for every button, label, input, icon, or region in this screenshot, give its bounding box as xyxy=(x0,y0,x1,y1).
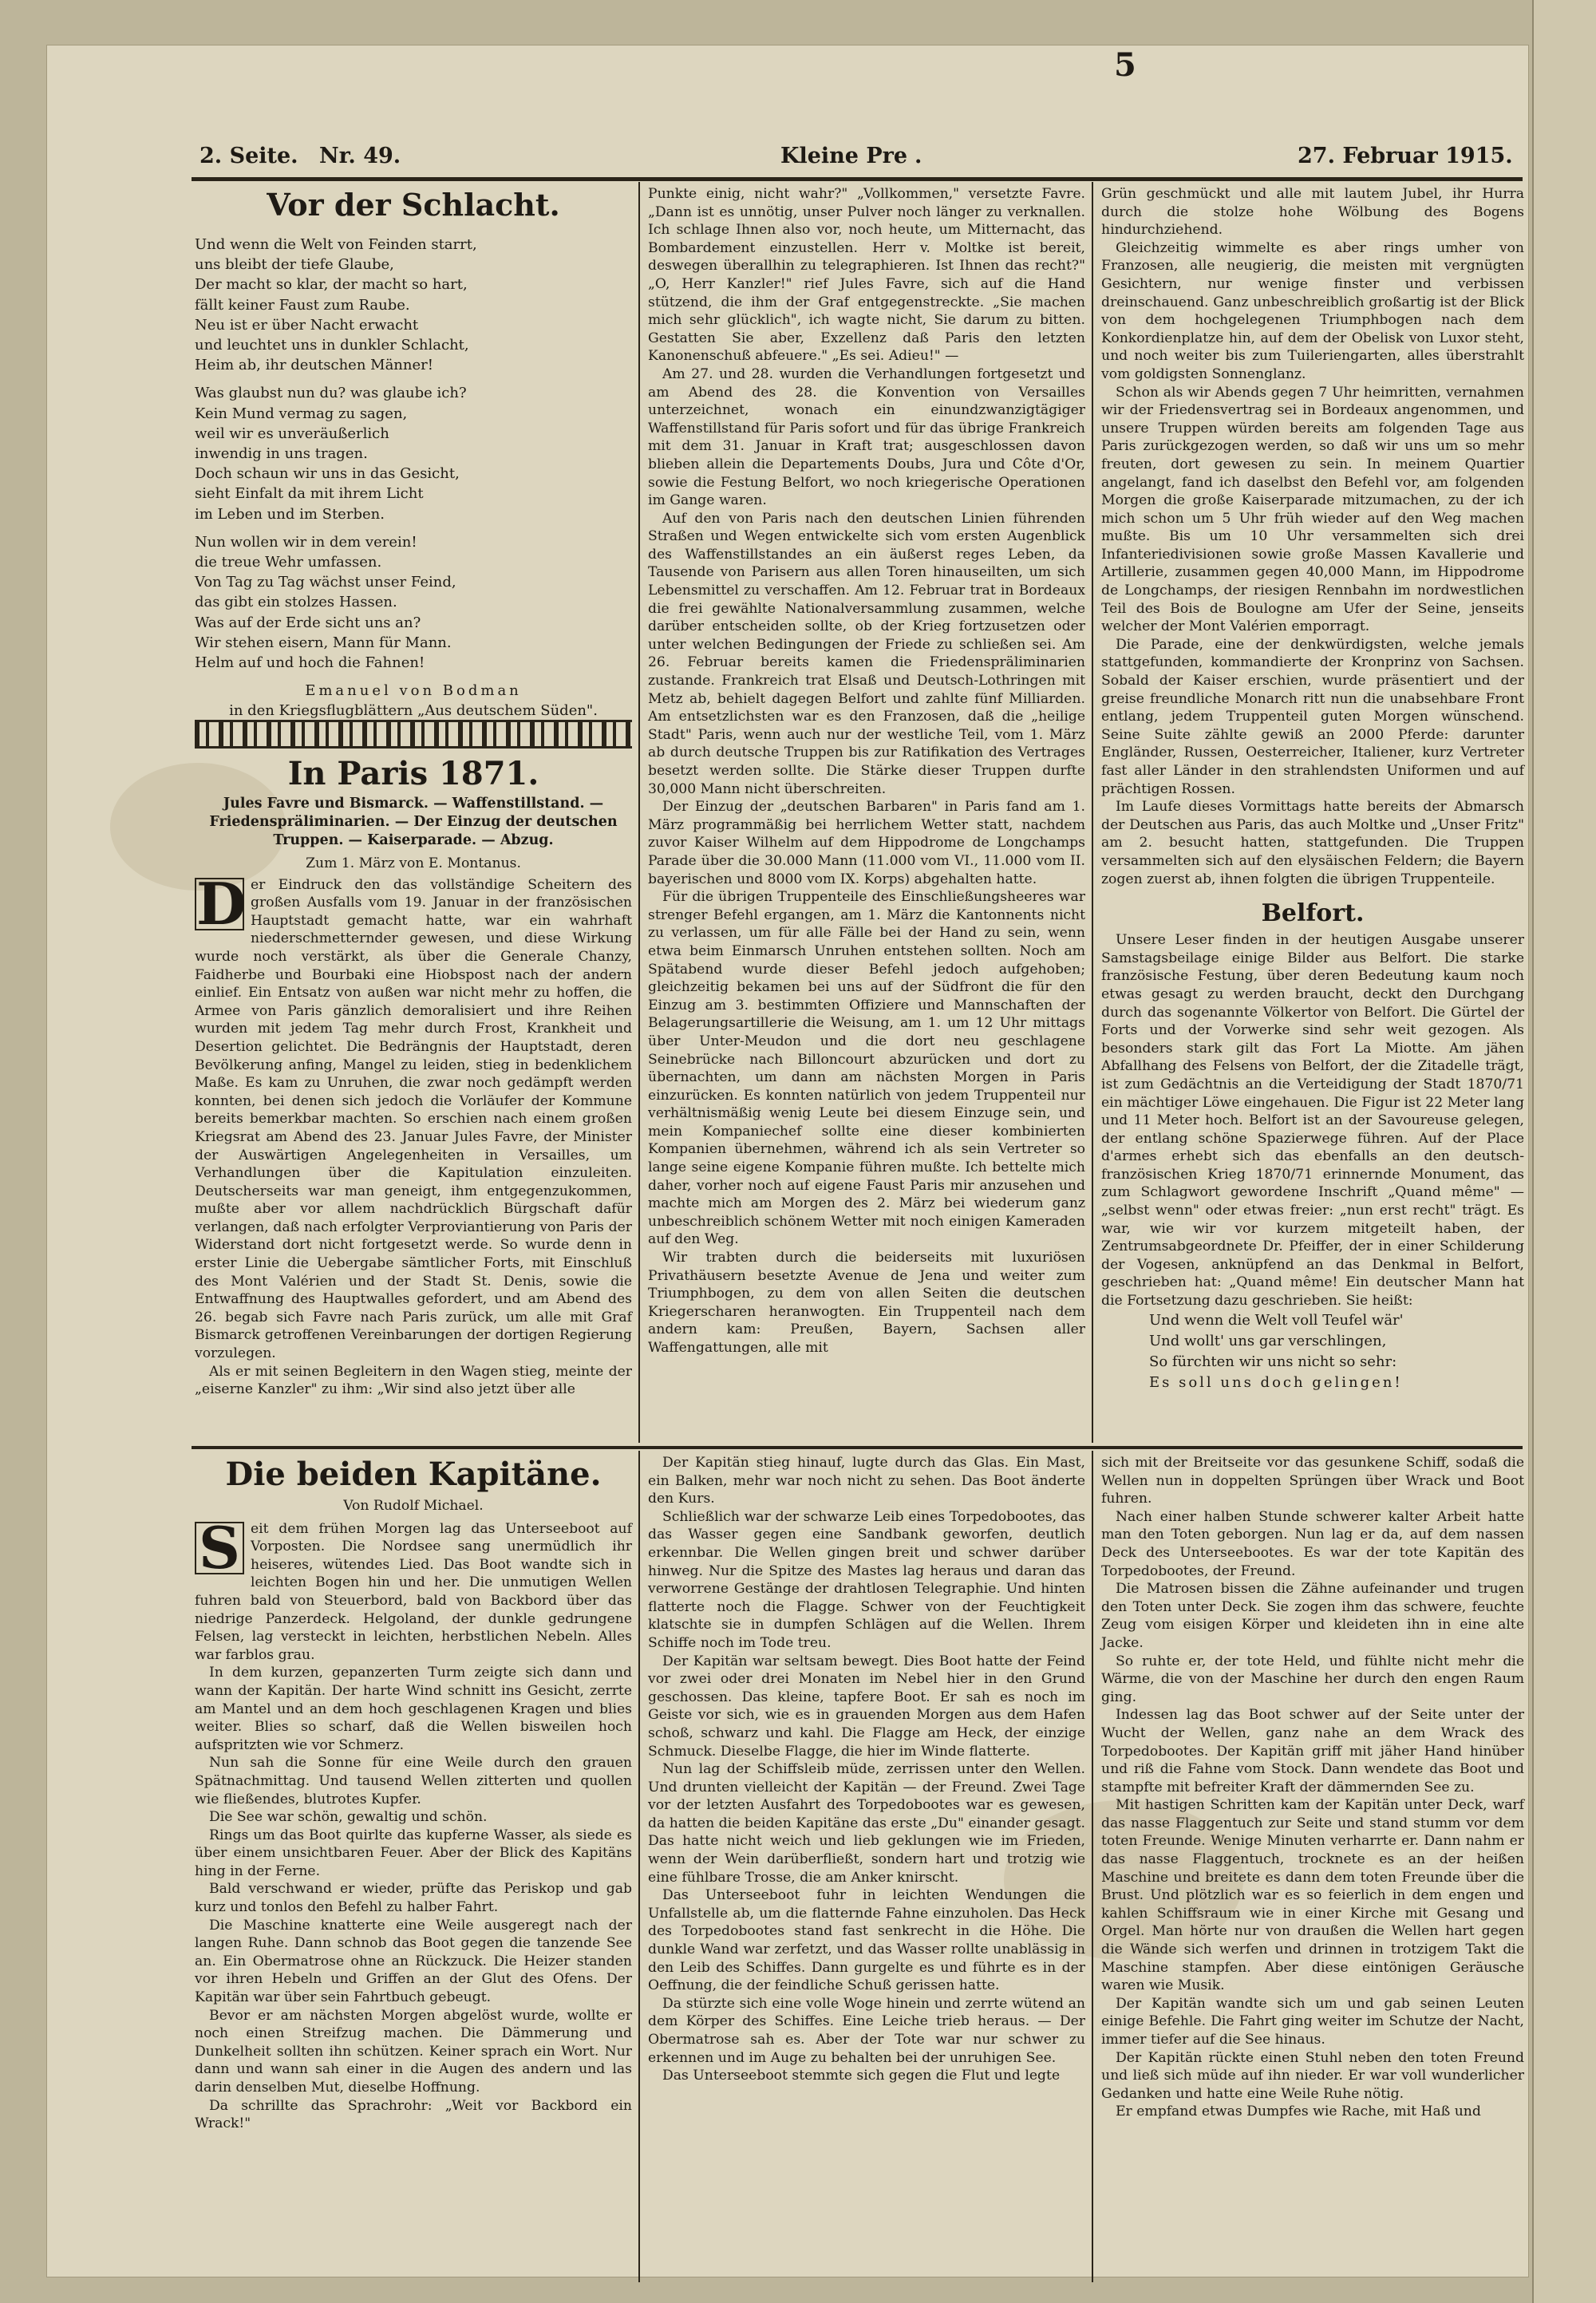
paragraph: Der Kapitän rückte einen Stuhl neben den toten Freund und ließ sich müde auf ihn nieder. Er war voll wunderlicher Gedanken und hatte eine Weile Ruhe nötig. xyxy=(1101,2049,1524,2102)
poem-line: Kein Mund vermag zu sagen, xyxy=(195,405,408,422)
section-rule xyxy=(192,1446,1523,1449)
paris-subtitle: Jules Favre und Bismarck. — Waffenstillstand. — Friedenspräliminarien. — Der Einzug der deutschen Truppen. — Kaiserparade. — Abzug. xyxy=(209,796,618,848)
poem-stanza xyxy=(195,532,632,673)
poem-line: weil wir es unveräußerlich xyxy=(195,425,389,442)
paris-byline: Zum 1. März von E. Montanus. xyxy=(306,855,521,871)
poem-line: und leuchtet uns in dunkler Schlacht, xyxy=(195,337,469,354)
paragraph: Punkte einig, nicht wahr?" „Vollkommen," versetzte Favre. „Dann ist es unnötig, unser Pulver noch länger zu verknallen. Ich schlage Ihnen also vor, noch heute, um Mitternacht, das Bombardement einzustellen. Herr v. Moltke ist bereit, deswegen überallhin zu telegraphieren. Ist Ihnen das recht?" „O, Herr Kanzler!" rief Jules Favre, sich auf die Hand stützend, die ihm der Graf entgegenstreckte. „Sie machen mich sehr glücklich", ich wagte nicht, Sie darum zu bitten. Gestatten Sie aber, Exzellenz daß Paris den letzten Kanonenschuß abfeuere." „Es sei. Adieu!" — xyxy=(648,186,1085,365)
paragraph: Nach einer halben Stunde schwerer kalter Arbeit hatte man den Toten geborgen. Nun lag er da, auf dem nassen Deck des Unterseebootes. Es war der tote Kapitän des Torpedobootes, der Freund. xyxy=(1101,1508,1524,1579)
paragraph: Die Parade, eine der denkwürdigsten, welche jemals stattgefunden, kommandierte der Kronprinz von Sachsen. Sobald der Kaiser erschien, wurde präsentiert und der greise freundliche Monarch ritt nun die unabsehbare Front entlang, jedem Truppenteil guten Morgen wünschend. Seine Suite zählte gewiß an 2000 Pferde: darunter Engländer, Russen, Oesterreicher, Italiener, kurz Vertreter fast aller Länder in den strahlendsten Uniformen und auf prächtigen Rossen. xyxy=(1101,636,1524,797)
paragraph: Das Unterseeboot stemmte sich gegen die Flut und legte xyxy=(662,2068,1061,2084)
poem-line: Doch schaun wir uns in das Gesicht, xyxy=(195,465,460,483)
corner-mark: 5 xyxy=(1114,46,1136,84)
paragraph: Das Unterseeboot fuhr in leichten Wendungen die Unfallstelle ab, um die flatternde Fahne einzuholen. Das Heck des Torpedobootes stand fast senkrecht in die Höhe. Die dunkle Wand war zerfetzt, und das Wasser rollte unablässig in den Leib des Schiffes. Dann gurgelte es und führte es in der Oeffnung, die der feindliche Schuß gerissen hatte. xyxy=(648,1887,1085,1994)
paragraph: Die Maschine knatterte eine Weile ausgeregt nach der langen Ruhe. Dann schnob das Boot gegen die tanzende See an. Ein Obermatrose ohne an Rückzuck. Die Heizer standen vor ihren Hebeln und Griffen an der Glut des Ofens. Der Kapitän war über sein Fahrtbuch gebeugt. xyxy=(195,1917,632,2006)
paragraph: Schon als wir Abends gegen 7 Uhr heimritten, vernahmen wir der Friedensvertrag sei in Bordeaux angenommen, und unsere Truppen würden bereits am folgenden Tage aus Paris zurückgezogen werden, so daß wir uns um so mehr freuten, dort gewesen zu sein. In meinem Quartier angelangt, fand ich daselbst den Befehl vor, am folgenden Morgen die große Kaiserparade mitzumachen, zu der ich mich schon um 5 Uhr früh wieder auf den Weg machen mußte. Bis um 10 Uhr versammelten sich drei Infanteriedivisionen sowie große Massen Kavallerie und Artillerie, zusammen gegen 40,000 Mann, im Hippodrome de Longchamps, der riesigen Rennbahn im nordwestlichen Teil des Bois de Boulogne am Ufer der Seine, jenseits welcher der Mont Valérien emporragt. xyxy=(1101,384,1524,635)
kapitaene-byline: Von Rudolf Michael. xyxy=(343,1498,484,1514)
belfort-title: Belfort. xyxy=(1261,899,1365,928)
belfort-closing-verse xyxy=(1149,1310,1524,1393)
column-rule xyxy=(1092,1451,1093,2282)
poem-stanza xyxy=(195,235,632,375)
kapitaene-col3 xyxy=(1101,1454,1524,2121)
poem-line: Wir stehen eisern, Mann für Mann. xyxy=(195,634,452,651)
kapitaene-col2 xyxy=(648,1454,1085,2085)
header-dot: . xyxy=(915,144,922,168)
verse-line: Und wollt' uns gar verschlingen, xyxy=(1149,1332,1387,1349)
paragraph: Nun lag der Schiffsleib müde, zerrissen unter den Wellen. Und drunten vielleicht der Kapitän — der Freund. Zwei Tage vor der letzten Ausfahrt des Torpedobootes war es gewesen, da hatten die beiden Kapitäne das erste „Du" einander gesagt. Das hatte nicht weich und lieb geklungen wie im Frieden, wenn der Wein darüberfließt, sondern hart und trotzig wie eine fühlbare Trosse, die am Anker knirscht. xyxy=(648,1761,1085,1886)
poem-author: Emanuel von Bodman xyxy=(305,682,522,700)
paragraph: Rings um das Boot quirlte das kupferne Wasser, als siede es über einem unsichtbaren Feuer. Aber der Blick des Kapitäns hing in der Ferne. xyxy=(195,1827,632,1879)
poem-line: sieht Einfalt da mit ihrem Licht xyxy=(195,485,424,503)
column-rule xyxy=(1092,182,1093,1443)
adjacent-page-edge xyxy=(1532,0,1596,2303)
poem-source: in den Kriegsflugblättern „Aus deutschem Süden". xyxy=(229,702,598,720)
poem-line: inwendig in uns tragen. xyxy=(195,445,368,463)
ornament-divider xyxy=(195,720,632,749)
verse-line: Es soll uns doch gelingen! xyxy=(1149,1373,1403,1391)
column-rule xyxy=(638,182,640,1443)
paragraph: Unsere Leser finden in der heutigen Ausgabe unserer Samstagsbeilage einige Bilder aus Belfort. Die starke französische Festung, über deren Bedeutung kaum noch etwas gesagt zu werden braucht, deckt den Durchgang durch das sogenannte Völkertor von Belfort. Die Gürtel der Forts und der Vorwerke sind sehr weit gezogen. Als besonders stark gilt das Fort La Miotte. Am jähen Abfallhang des Felsens von Belfort, der die Zitadelle trägt, ist zum Gedächtnis an die Verteidigung der Stadt 1870/71 ein mächtiger Löwe eingehauen. Die Figur ist 22 Meter lang und 11 Meter hoch. Belfort ist an der Savoureuse gelegen, der entlang schöne Spazierwege führen. Auf der Place d'armes erhebt sich das ebenfalls an den deutsch-französischen Krieg 1870/71 erinnernde Monument, das zum Schlagwort gewordene Inschrift „Quand même" — „selbst wenn" oder etwas freier: „nun erst recht" trägt. Es war, wie wir vor kurzem mitgeteilt haben, der Zentrumsabgeordnete Dr. Pfeiffer, der in einer Schilderung der Vogesen, anknüpfend an das Denkmal in Belfort, geschrieben hat: „Quand même! Ein deutscher Mann hat die Fortsetzung dazu geschrieben. Sie heißt: xyxy=(1101,932,1524,1310)
paragraph: Gleichzeitig wimmelte es aber rings umher von Franzosen, alle neugierig, die meisten mit vergnügten Gesichtern, nur wenige finster und verbissen dreinschauend. Ganz unbeschreiblich großartig ist der Blick von dem hochgelegenen Triumphbogen nach dem Konkordienplatze hin, auf dem der Obelisk von Luxor steht, und noch weiter bis zum Tuileriengarten, alles überstrahlt vom goldigsten Sonnenglanz. xyxy=(1101,239,1524,382)
paragraph: Grün geschmückt und alle mit lautem Jubel, ihr Hurra durch die stolze hohe Wölbung des Bogens hindurchziehend. xyxy=(1101,186,1524,239)
paragraph: Der Kapitän war seltsam bewegt. Dies Boot hatte der Feind vor zwei oder drei Monaten im Nebel hier in den Grund geschossen. Das kleine, tapfere Boot. Er sah es noch im Geiste vor sich, wie es in grauenden Morgen aus dem Hafen schoß, schwarz und kahl. Die Flagge am Heck, der einzige Schmuck. Dieselbe Flagge, die hier im Winde flatterte. xyxy=(648,1653,1085,1760)
paragraph: Am 27. und 28. wurden die Verhandlungen fortgesetzt und am Abend des 28. die Konvention von Versailles unterzeichnet, wonach ein einundzwanzigtägiger Waffenstillstand für Paris sofort und für das übrige Frankreich mit dem 31. Januar in Kraft trat; ausgeschlossen davon blieben allein die Departements Doubs, Jura und Côte d'Or, sowie die Festung Belfort, wo noch kriegerische Operationen im Gange waren. xyxy=(648,365,1085,509)
verse-line: Und wenn die Welt voll Teufel wär' xyxy=(1149,1311,1404,1329)
paragraph: Schließlich war der schwarze Leib eines Torpedobootes, das das Wasser gegen eine Sandbank geworfen, deutlich erkennbar. Die Wellen gingen breit und schwer darüber hinweg. Nur die Spitze des Mastes lag heraus und daran das verworrene Gestänge der drahtlosen Telegraphie. Und hinten flatterte noch die Flagge. Schwer von der Feuchtigkeit klatschte sie in dumpfen Schlägen auf die Wellen. Ihrem Schiffe noch im Tode treu. xyxy=(648,1508,1085,1651)
paragraph: Da schrillte das Sprachrohr: „Weit vor Backbord ein Wrack!" xyxy=(195,2097,632,2132)
poem-stanza xyxy=(195,383,632,523)
paragraph: Indessen lag das Boot schwer auf der Seite unter der Wucht der Wellen, ganz nahe an dem Wrack des Torpedobootes. Der Kapitän griff mit jäher Hand hinüber und riß die Fahne vom Stock. Dann wendete das Boot und stampfte mit befreiter Kraft der dämmernden See zu. xyxy=(1101,1707,1524,1795)
paragraph: er Eindruck den das vollständige Scheitern des großen Ausfalls vom 19. Januar in der französischen Hauptstadt gemacht hatte, war ein wahrhaft niederschmetternder gewesen, und diese Wirkung wurde noch verstärkt, als über die Generale Chanzy, Faidherbe und Bourbaki eine Hiobspost nach der andern einlief. Ein Entsatz von außen war nicht mehr zu hoffen, die Armee von Paris gänzlich demoralisiert und ihre Reihen wurden mit jedem Tag mehr durch Frost, Krankheit und Desertion gelichtet. Die Bedrängnis der Hauptstadt, deren Bevölkerung anfing, Mangel zu leiden, stieg in bedenklichem Maße. Es kam zu Unruhen, die zwar noch gedämpft werden konnten, bei denen sich jedoch die Vorläufer der Kommune bereits bemerkbar machten. So erschien nach einem großen Kriegsrat am Abend des 23. Januar Jules Favre, der Minister der Auswärtigen Angelegenheiten in Versailles, um Verhandlungen über die Kapitulation einzuleiten. Deutscherseits war man geneigt, ihm entgegenzukommen, mußte aber vor allem nachdrücklich Bürgschaft dafür verlangen, daß nach erfolgter Verproviantierung von Paris der Widerstand dort nicht fortgesetzt werde. So wurde denn in erster Linie die Uebergabe sämtlicher Forts, mit Einschluß des Mont Valérien und der Stadt St. Denis, sowie die Entwaffnung des Hauptwalles gefordert, und am Abend des 26. begab sich Favre nach Paris zurück, um alle mit Graf Bismarck getroffenen Vereinbarungen der dortigen Regierung vorzulegen. xyxy=(195,876,632,1362)
poem-line: Was auf der Erde sicht uns an? xyxy=(195,614,421,631)
kapitaene-col1 xyxy=(195,1454,632,2133)
poem-line: uns bleibt der tiefe Glaube, xyxy=(195,256,394,274)
paris-title: In Paris 1871. xyxy=(287,755,539,792)
paragraph: Die Matrosen bissen die Zähne aufeinander und trugen den Toten unter Deck. Sie zogen ihm das schwere, feuchte Zeug vom eisigen Körper und kleideten ihn in eine alte Jacke. xyxy=(1101,1581,1524,1651)
header-rule xyxy=(192,177,1523,181)
paragraph: Als er mit seinen Begleitern in den Wagen stieg, meinte der „eiserne Kanzler" zu ihm: „Wir sind also jetzt über alle xyxy=(195,1363,632,1398)
paragraph: sich mit der Breitseite vor das gesunkene Schiff, sodaß die Wellen nun in doppelten Sprüngen über Wrack und Boot fuhren. xyxy=(1101,1455,1524,1507)
poem-line: das gibt ein stolzes Hassen. xyxy=(195,594,397,611)
paris-dropcap: D xyxy=(196,869,247,938)
issue-date: 27. Februar 1915. xyxy=(1298,144,1513,168)
paris-article-col2 xyxy=(648,185,1085,1357)
poem-line: Von Tag zu Tag wächst unser Feind, xyxy=(195,574,456,591)
paragraph: Der Einzug der „deutschen Barbaren" in Paris fand am 1. März programmäßig bei herrlichem Wetter statt, nachdem zuvor Kaiser Wilhelm auf dem Hippodrome de Longchamps Parade über die 30.000 Mann (11.000 vom VI., 11.000 vom II. bayerischen und 8000 vom IX. Korps) abgehalten hatte. xyxy=(648,799,1085,887)
verse-line: So fürchten wir uns nicht so sehr: xyxy=(1149,1353,1397,1370)
paragraph: Die See war schön, gewaltig und schön. xyxy=(209,1809,488,1826)
paragraph: Im Laufe dieses Vormittags hatte bereits der Abmarsch der Deutschen aus Paris, das auch Moltke und „Unser Fritz" am 2. besucht hatten, stattgefunden. Die Truppen versammelten sich auf den elysäischen Feldern; die Bayern zogen zuerst ab, ihnen folgten die übrigen Truppenteile. xyxy=(1101,799,1524,887)
paragraph: So ruhte er, der tote Held, und fühlte nicht mehr die Wärme, die von der Maschine her durch den engen Raum ging. xyxy=(1101,1653,1524,1705)
poem-section xyxy=(195,185,632,721)
poem-line: Heim ab, ihr deutschen Männer! xyxy=(195,357,433,374)
kapitaene-dropcap: S xyxy=(195,1522,244,1574)
paris-article-col1 xyxy=(195,753,632,1399)
poem-line: Was glaubst nun du? was glaube ich? xyxy=(195,385,467,402)
poem-line: Neu ist er über Nacht erwacht xyxy=(195,316,419,334)
paragraph: Auf den von Paris nach den deutschen Linien führenden Straßen und Wegen entwickelte sich vom ersten Augenblick des Waffenstillstandes an ein äußerst reges Leben, da Tausende von Parisern aus allen Toren hinauseilten, um sich Lebensmittel zu verschaffen. Am 12. Februar trat in Bordeaux die frei gewählte Nationalversammlung zusammen, welche darüber entscheiden sollte, ob der Krieg fortzusetzen oder unter welchen Bedingungen der Friede zu schließen sei. Am 26. Februar bereits kamen die Friedenspräliminarien zustande. Frankreich trat Elsaß und Deutsch-Lothringen mit Metz ab, behielt dagegen Belfort und zahlte fünf Milliarden. Am entsetzlichsten war es den Franzosen, daß die „heilige Stadt" Paris, wenn auch nur der westliche Teil, vom 1. März ab durch deutsche Truppen bis zur Ratifikation des Vertrages besetzt werden sollte. Die Stärke dieser Truppen durfte 30,000 Mann nicht überschreiten. xyxy=(648,510,1085,797)
paragraph: In dem kurzen, gepanzerten Turm zeigte sich dann und wann der Kapitän. Der harte Wind schnitt ins Gesicht, zerrte am Mantel und an dem hoch geschlagenen Kragen und blies weiter. Blies so scharf, daß die Wellen bisweilen hoch aufspritzten wie vor Schmerz. xyxy=(195,1665,632,1753)
poem-line: Und wenn die Welt von Feinden starrt, xyxy=(195,236,477,253)
paragraph: Für die übrigen Truppenteile des Einschließungsheeres war strenger Befehl ergangen, am 1. März die Kantonnents nicht zu verlassen, um für alle Fälle bei der Hand zu sein, wenn etwa beim Einmarsch Unruhen entstehen sollten. Noch am Spätabend wurde dieser Befehl jedoch aufgehoben; gleichzeitig bekamen bei uns auf der Südfront die für den Einzug am 3. bestimmten Offiziere und Mannschaften der Belagerungsartillerie die Weisung, am 1. um 12 Uhr mittags über Unter-Meudon und die dort neu geschlagene Seinebrücke nach Billoncourt abzurücken und dort zu übernachten, um dann am nächsten Morgen in Paris einzurücken. Es konnten natürlich von jedem Truppenteil nur verhältnismäßig wenig Leute bei diesem Einzuge sein, und mein Kompaniechef sollte eine dieser kombinierten Kompanien übernehmen, während ich als sein Vertreter so lange seine eigene Kompanie führen mußte. Ich bettelte mich daher, vorher noch auf eigene Faust Paris mir anzusehen und machte mich am Morgen des 2. März bei wiederum ganz unbeschreiblich schönem Wetter mit noch einigen Kameraden auf den Weg. xyxy=(648,889,1085,1248)
paragraph: Der Kapitän wandte sich um und gab seinen Leuten einige Befehle. Die Fahrt ging weiter im Schutze der Nacht, immer tiefer auf die See hinaus. xyxy=(1101,1995,1524,2048)
paragraph: Der Kapitän stieg hinauf, lugte durch das Glas. Ein Mast, ein Balken, mehr war noch nicht zu sehen. Das Boot änderte den Kurs. xyxy=(648,1455,1085,1507)
paragraph: Nun sah die Sonne für eine Weile durch den grauen Spätnachmittag. Und tausend Wellen zitterten und quollen wie fließendes, blutrotes Kupfer. xyxy=(195,1755,632,1807)
column-rule xyxy=(638,1451,640,2282)
paragraph: eit dem frühen Morgen lag das Unterseeboot auf Vorposten. Die Nordsee sang unermüdlich ihr heiseres, wütendes Lied. Das Boot wandte sich in leichten Bogen hin und her. Die unmutigen Wellen fuhren bald von Steuerbord, bald von Backbord über das niedrige Panzerdeck. Helgoland, der dunkle gedrungene Felsen, lag versteckt in leichten, herbstlichen Nebeln. Alles war farblos grau. xyxy=(195,1520,632,1663)
poem-line: Helm auf und hoch die Fahnen! xyxy=(195,654,425,672)
poem-line: Der macht so klar, der macht so hart, xyxy=(195,276,468,294)
kapitaene-title: Die beiden Kapitäne. xyxy=(225,1456,602,1493)
poem-line: Nun wollen wir in dem verein! xyxy=(195,533,417,551)
paper-name: Kleine Pre xyxy=(780,144,908,168)
page-number: 2. Seite. xyxy=(200,144,298,168)
paragraph: Bevor er am nächsten Morgen abgelöst wurde, wollte er noch einen Streifzug machen. Die Dämmerung und Dunkelheit sollten ihn schützen. Keiner sprach ein Wort. Nur dann und wann sah einer in die Augen des andern und las darin denselben Mut, dieselbe Hoffnung. xyxy=(195,2007,632,2096)
paragraph: Mit hastigen Schritten kam der Kapitän unter Deck, warf das nasse Flaggentuch zur Seite und stand stumm vor dem toten Freunde. Wenige Minuten verharrte er. Dann nahm er das nasse Flaggentuch, trocknete es an der heißen Maschine und breitete es dann dem toten Freunde über die Brust. Und plötzlich war es so feierlich in dem engen und kahlen Schiffsraum wie in einer Kirche mit Gesang und Orgel. Man hörte nur von draußen die Wellen hart gegen die Wände sich werfen und drinnen in trotzigem Takt die Maschine stampfen. Aber diese eintönigen Geräusche waren wie Musik. xyxy=(1101,1797,1524,1994)
poem-line: im Leben und im Sterben. xyxy=(195,505,385,523)
paris-article-col3 xyxy=(1101,185,1524,1393)
paragraph: Er empfand etwas Dumpfes wie Rache, mit Haß und xyxy=(1116,2104,1481,2120)
issue-number: Nr. 49. xyxy=(319,144,401,168)
poem-line: die treue Wehr umfassen. xyxy=(195,554,382,571)
poem-line: fällt keiner Faust zum Raube. xyxy=(195,296,410,314)
poem-title: Vor der Schlacht. xyxy=(267,187,560,223)
paragraph: Bald verschwand er wieder, prüfte das Periskop und gab kurz und tonlos den Befehl zu halber Fahrt. xyxy=(195,1881,632,1916)
paragraph: Wir trabten durch die beiderseits mit luxuriösen Privathäusern besetzte Avenue de Jena und weiter zum Triumphbogen, zu dem von allen Seiten die deutschen Kriegerscharen heranwogten. Ein Truppenteil nach dem andern kam: Preußen, Bayern, Sachsen aller Waffengattungen, alle mit xyxy=(648,1250,1085,1356)
paragraph: Da stürzte sich eine volle Woge hinein und zerrte wütend an dem Körper des Schiffes. Eine Leiche trieb heraus. — Der Obermatrose sah es. Aber der Tote war nur schwer zu erkennen und im Auge zu behalten bei der unruhigen See. xyxy=(648,1995,1085,2066)
